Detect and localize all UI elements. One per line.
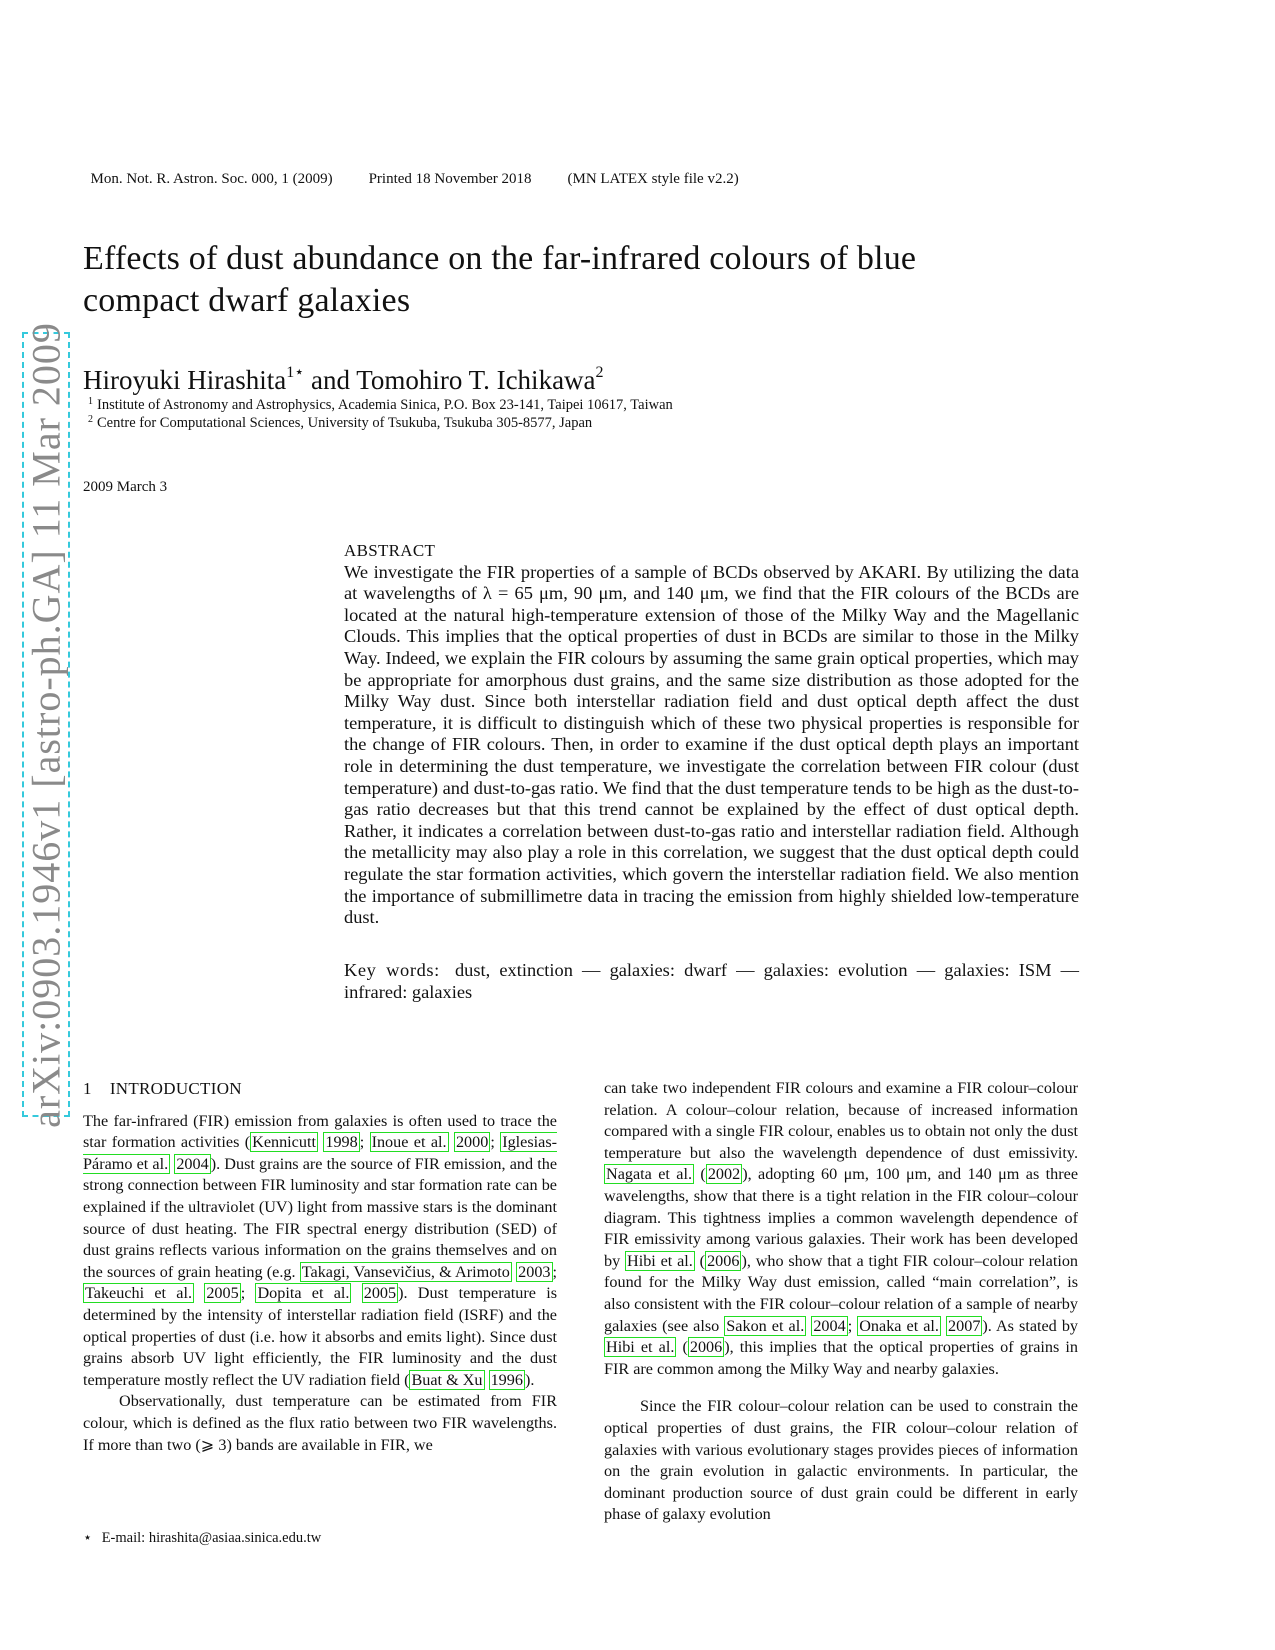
footnote-star-icon: ⋆ [83,1530,93,1546]
text-run: ( [676,1338,688,1357]
text-run: ; [847,1316,858,1335]
footnote-email: E-mail: hirashita@asiaa.sinica.edu.tw [101,1530,322,1546]
text-run: ; [359,1133,370,1152]
citation-year-link[interactable]: 2004 [176,1154,209,1173]
keywords [344,960,1079,1003]
citation-year-link[interactable]: 1998 [325,1133,358,1152]
text-run [351,1284,361,1302]
citation-year-link[interactable]: 1996 [490,1370,523,1389]
abstract-text: We investigate the FIR properties of a sample of BCDs observed by AKARI. By utilizing the data at wavelengths of λ = 65 μm, 90 μm, and 140 μm, we find that the FIR colours of the BCDs are located at the natural high-temperature extension of those of the Milky Way and the Magellanic Clouds. This implies that the optical properties of dust in BCDs are similar to those in the Milky Way. Indeed, we explain the FIR colours by assuming the same grain optical properties, which may be appropriate for amorphous dust grains, and the same size distribution as those adopted for the Milky Way dust. Since both interstellar radiation field and dust optical depth affect the dust temperature, it is difficult to distinguish which of these two physical properties is responsible for the change of FIR colours. Then, in order to examine if the dust optical depth plays an important role in determining the dust temperature, we investigate the correlation between FIR colour (dust temperature) and dust-to-gas ratio. We find that the dust temperature tends to be high as the dust-to-gas ratio decreases but that this trend cannot be explained by the effect of dust optical depth. Rather, it indicates a correlation between dust-to-gas ratio and interstellar radiation field. Although the metallicity may also play a role in this correlation, we suggest that the dust optical depth could regulate the star formation activities, which govern the interstellar radiation field. We also mention the importance of submillimetre data in tracing the emission from highly shielded low-temperature dust. [344,561,1079,928]
text-run: ). As stated by [982,1316,1079,1335]
affiliation-1 [88,396,673,414]
text-run: ), adopting 60 μm, 100 μm, and 140 μm as three wavelengths, show that there is a tight relation in the FIR colour–colour diagram. This tightness implies a common wavelength dependence of FIR emissivity among various galaxies. Their work has been developed by [604,1165,1079,1270]
citation-year-link[interactable]: 2006 [689,1338,723,1357]
paper-title [83,238,1033,322]
section-heading [83,1078,557,1100]
citation-link[interactable]: Hibi et al. [627,1251,693,1270]
title-line-2: compact dwarf galaxies [83,282,411,319]
abstract-heading: ABSTRACT [344,541,436,560]
citation-year-link[interactable]: 2005 [206,1284,239,1303]
author-conjunction: and [304,365,357,395]
citation-link[interactable]: Hibi et al. [606,1338,675,1357]
intro-paragraph-3 [604,1078,1078,1380]
style-file: (MN LATEX style file v2.2) [567,171,739,187]
citation-year-link[interactable]: 2007 [948,1316,981,1335]
right-column [604,1078,1078,1526]
citation-year-link[interactable]: 2002 [707,1165,741,1184]
affiliation-2-text: Centre for Computational Sciences, University of Tsukuba, Tsukuba 305-8577, Japan [97,415,593,431]
citation-link[interactable]: Dopita et al. [257,1284,350,1303]
text-run: ; [240,1284,256,1303]
citation-link[interactable]: Nagata et al. [606,1165,693,1184]
text-run: ( [694,1165,706,1184]
citation-link[interactable]: Onaka et al. [859,1316,939,1335]
citation-year-link[interactable]: 2006 [707,1251,740,1270]
intro-paragraph-4: Since the FIR colour–colour relation can be used to constrain the optical properties of dust grains, the FIR colour–colour relation of galaxies with various evolutionary stages provides pieces of information on the grain evolution in galactic environments. In particular, the dominant production source of dust grain could be different in early phase of galaxy evolution [604,1397,1078,1524]
text-run: ), this implies that the optical properties of grains in FIR are common among the Milky Way and nearby galaxies. [604,1338,1078,1378]
author-list [83,362,604,396]
affiliation-2-num: 2 [88,414,93,425]
citation-link[interactable]: Buat & Xu [411,1370,483,1389]
text-run: can take two independent FIR colours and examine a FIR colour–colour relation. A colour–colour relation, because of increased information compared with a single FIR colour, enables us to obtain not only the dust temperature but also the wavelength dependence of dust emissivity. [604,1079,1078,1162]
keywords-label: Key words: [344,960,440,980]
text-run: ; [552,1262,557,1281]
arxiv-stamp[interactable] [22,321,70,1128]
text-run [485,1371,489,1389]
citation-year-link[interactable]: 2003 [518,1262,551,1281]
text-run: The far-infrared (FIR) emission from galaxies is often used to trace the star formation activities ( [83,1111,557,1152]
text-run: ). [524,1370,535,1389]
abstract [344,540,1079,929]
text-run [194,1284,204,1302]
section-title: INTRODUCTION [109,1079,242,1098]
affiliation-1-text: Institute of Astronomy and Astrophysics, Academia Sinica, P.O. Box 23-141, Taipei 10617, Taiwan [97,397,673,413]
printed-date: Printed 18 November 2018 [368,171,532,187]
citation-link[interactable]: Sakon et al. [726,1316,805,1335]
arxiv-stamp-text: arXiv:0903.1946v1 [astro-ph.GA] 11 Mar 2009 [23,321,69,1128]
citation-year-link[interactable]: 2000 [455,1133,489,1152]
keywords-text: dust, extinction — galaxies: dwarf — galaxies: evolution — galaxies: ISM — infrared: galaxies [344,960,1079,1002]
text-run: ; [490,1133,501,1152]
left-column [83,1078,557,1456]
text-run: ), who show that a tight FIR colour–colour relation found for the Milky Way dust emission, called “main correlation”, is also consistent with the FIR colour–colour relation of a sample of nearby galaxies (see also [604,1251,1079,1335]
intro-paragraph-1 [83,1111,557,1392]
title-line-1: Effects of dust abundance on the far-infrared colours of blue [83,240,917,277]
author-1-marks: 1⋆ [286,364,305,381]
affiliation-1-num: 1 [88,396,93,407]
text-run: ). Dust grains are the source of FIR emission, and the strong connection between FIR luminosity and star formation rate can be explained if the ultraviolet (UV) light from massive stars is the dominant source of dust heating. The FIR spectral energy distribution (SED) of dust grains reflects various information on the grains themselves and on the sources of grain heating (e.g. [83,1154,558,1281]
citation-link[interactable]: Takeuchi et al. [85,1284,193,1303]
citation-year-link[interactable]: 2004 [813,1316,846,1335]
citation-link[interactable]: Iglesias-Páramo et al. [83,1133,558,1173]
citation-link[interactable]: Takagi, Vansevičius, & Arimoto [301,1262,510,1281]
footnote [83,1530,321,1547]
text-run: ( [694,1251,706,1270]
intro-paragraph-2: Observationally, dust temperature can be estimated from FIR colour, which is defined as the flux ratio between two FIR wavelengths. If more than two (⩾ 3) bands are available in FIR, we [83,1392,557,1454]
citation-link[interactable]: Inoue et al. [371,1133,447,1152]
running-head [83,154,775,188]
text-run: ). Dust temperature is determined by the intensity of interstellar radiation field (ISRF) and the optical properties of dust (i.e. how it absorbs and emits light). Since dust grains absorb UV light efficiently, the FIR luminosity and the dust temperature mostly reflect the UV radiation field ( [83,1284,557,1389]
affiliation-2 [88,414,592,432]
author-2: Tomohiro T. Ichikawa [356,365,596,395]
citation-link[interactable]: Kennicutt [252,1133,316,1152]
author-2-marks: 2 [595,364,604,381]
author-1: Hiroyuki Hirashita [83,365,287,395]
received-date: 2009 March 3 [83,479,168,495]
section-number: 1 [83,1079,92,1098]
journal-ref: Mon. Not. R. Astron. Soc. 000, 1 (2009) [90,171,333,187]
citation-year-link[interactable]: 2005 [363,1284,397,1303]
